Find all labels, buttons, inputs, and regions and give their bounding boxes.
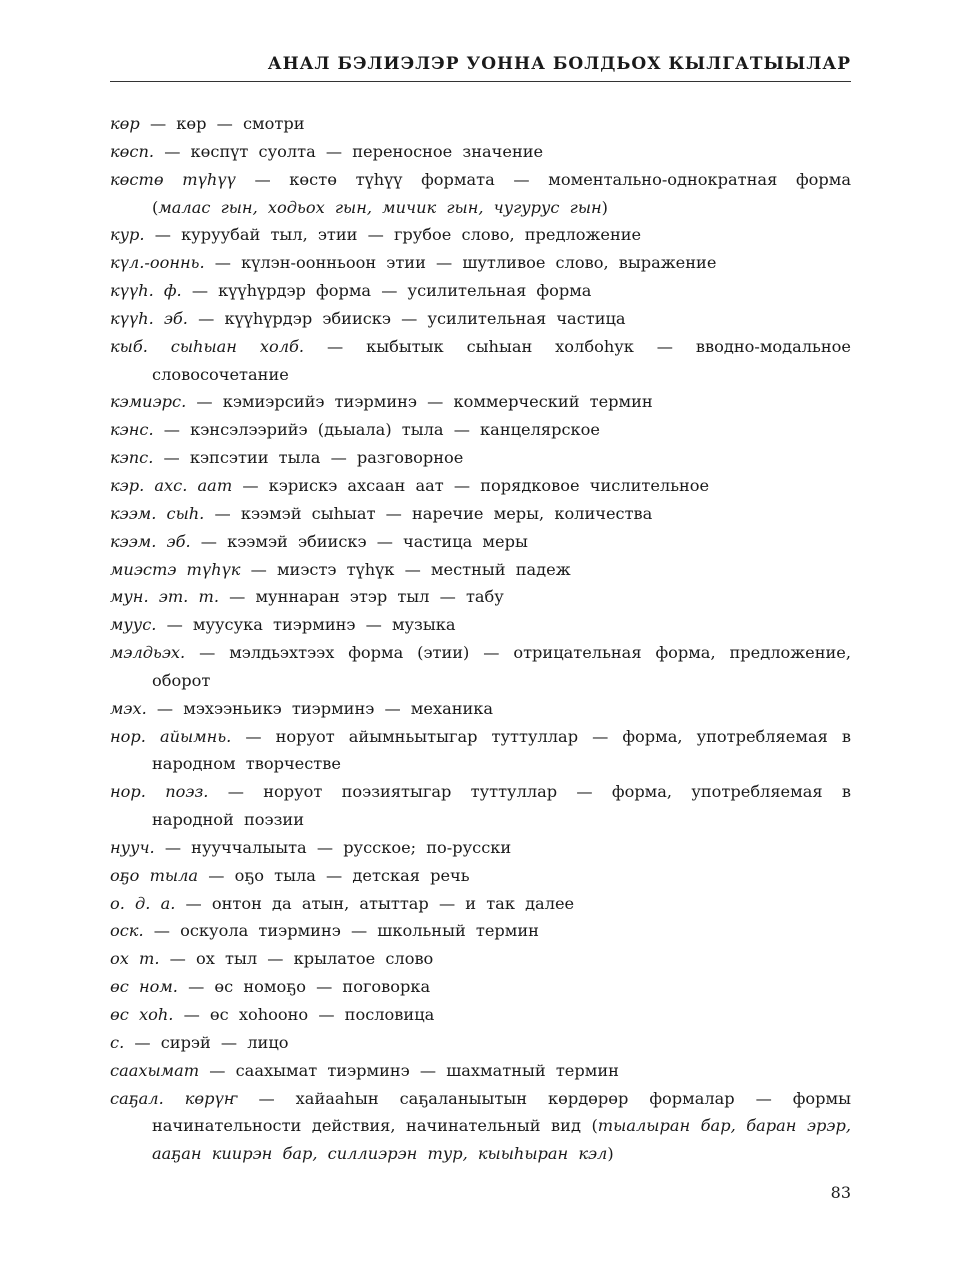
entry-abbreviation: кыб. сыһыан холб. <box>110 336 305 356</box>
list-item <box>110 333 851 389</box>
entry-definition: — куруубай тыл, этии — грубое слово, предложение <box>154 225 642 245</box>
list-item <box>110 834 851 862</box>
entry-definition: — миэстэ түһүк — местный падеж <box>250 559 571 579</box>
entry-definition: — нууччалыыта — русское; по-русски <box>164 837 512 857</box>
entry-abbreviation: мун. эт. т. <box>110 587 219 607</box>
entry-definition: — кэпсэтии тыла — разговорное <box>163 448 464 468</box>
list-item <box>110 221 851 249</box>
entry-abbreviation: кээм. эб. <box>110 531 191 551</box>
entry-abbreviation: күл.-ооннь. <box>110 253 205 273</box>
entry-definition: — ох тыл — крылатое слово <box>169 949 434 969</box>
entry-abbreviation: көр <box>110 114 140 133</box>
entry-abbreviation: о. д. а. <box>110 893 176 913</box>
entry-abbreviation: саахымат <box>110 1060 200 1080</box>
entry-abbreviation: өс ном. <box>110 977 178 997</box>
entry-abbreviation: нор. айымнь. <box>110 726 232 746</box>
entry-definition: — кыбытык сыһыан холбоһук — вводно-модальное словосочетание <box>152 336 851 384</box>
entry-abbreviation: кэмиэрс. <box>110 392 187 412</box>
entry-abbreviation: миэстэ түһүк <box>110 559 241 579</box>
entry-definition: — көстө түһүү формата — моментально-однократная форма ( <box>152 169 851 217</box>
entry-close-paren: ) <box>607 1144 614 1164</box>
entry-abbreviation: күүһ. эб. <box>110 308 188 328</box>
list-item <box>110 388 851 416</box>
entry-abbreviation: оск. <box>110 921 144 941</box>
list-item <box>110 1029 851 1057</box>
entry-definition: — көспүт суолта — переносное значение <box>164 141 544 161</box>
entry-abbreviation: көстө түһүү <box>110 169 236 189</box>
entry-examples: малас гын, ходьох гын, мичик гын, чугурус гын <box>158 197 602 217</box>
list-item <box>110 416 851 444</box>
page-number: 83 <box>830 1183 851 1202</box>
entry-definition: — норуот айымньытыгар туттуллар — форма, употребляемая в народном творчестве <box>152 726 851 774</box>
list-item <box>110 973 851 1001</box>
entry-definition: — өс хоһооно — пословица <box>183 1005 435 1024</box>
list-item <box>110 890 851 918</box>
abbreviation-list <box>110 110 851 1168</box>
entry-definition: — күүһүрдэр эбиискэ — усилительная частица <box>198 308 626 328</box>
list-item <box>110 1085 851 1169</box>
running-head: АНАЛ БЭЛИЭЛЭР УОННА БОЛДЬОХ КЫЛГАТЫЫЛАР <box>267 54 851 74</box>
entry-definition: — мэлдьэхтээх форма (этии) — отрицательная форма, предложение, оборот <box>152 643 851 690</box>
entry-abbreviation: мэлдьэх. <box>110 643 186 663</box>
entry-definition: — күлэн-оонньоон этии — шутливое слово, выражение <box>214 253 717 273</box>
entry-abbreviation: с. <box>110 1032 125 1052</box>
entry-abbreviation: кур. <box>110 225 145 245</box>
entry-definition: — оҕо тыла — детская речь <box>208 865 470 885</box>
entry-definition: — оскуола тиэрминэ — школьный термин <box>153 921 539 941</box>
list-item <box>110 528 851 556</box>
entry-definition: — муннаран этэр тыл — табу <box>229 587 504 607</box>
list-item <box>110 778 851 834</box>
entry-abbreviation: күүһ. ф. <box>110 281 182 301</box>
entry-abbreviation: кэпс. <box>110 448 154 468</box>
list-item <box>110 695 851 723</box>
entry-definition: — муусука тиэрминэ — музыка <box>166 615 456 635</box>
entry-abbreviation: саҕал. көрүҥ <box>110 1088 238 1108</box>
entry-definition: — хайааһын саҕаланыытын көрдөрөр формалар — формы начинательности действия, начинательный вид ( <box>152 1088 851 1136</box>
list-item <box>110 305 851 333</box>
entry-abbreviation: кэр. ахс. аат <box>110 475 233 495</box>
entry-definition: — мэхээньикэ тиэрминэ — механика <box>156 698 494 718</box>
entry-abbreviation: кэнс. <box>110 420 154 440</box>
list-item <box>110 1001 851 1029</box>
list-item <box>110 277 851 305</box>
list-item <box>110 723 851 779</box>
entry-definition: — кэнсэлээрийэ (дьыала) тыла — канцелярское <box>163 420 600 440</box>
entry-abbreviation: мэх. <box>110 698 147 718</box>
entry-abbreviation: нор. поэз. <box>110 782 209 802</box>
entry-abbreviation: оҕо тыла <box>110 865 199 885</box>
header-rule <box>110 81 851 82</box>
entry-abbreviation: нууч. <box>110 837 155 857</box>
entry-definition: — күүһүрдэр форма — усилительная форма <box>191 281 592 301</box>
entry-definition: — онтон да атын, атыттар — и так далее <box>185 893 575 913</box>
list-item <box>110 249 851 277</box>
entry-definition: — кээмэй эбиискэ — частица меры <box>200 531 528 551</box>
list-item <box>110 1057 851 1085</box>
list-item <box>110 583 851 611</box>
list-item <box>110 500 851 528</box>
list-item <box>110 945 851 973</box>
entry-abbreviation: кээм. сыһ. <box>110 503 205 523</box>
entry-definition: — кээмэй сыһыат — наречие меры, количества <box>214 503 653 523</box>
list-item <box>110 444 851 472</box>
entry-abbreviation: ох т. <box>110 949 160 969</box>
entry-definition: — кэрискэ ахсаан аат — порядковое числительное <box>242 475 710 495</box>
entry-abbreviation: өс хоһ. <box>110 1005 174 1024</box>
entry-definition: — саахымат тиэрминэ — шахматный термин <box>209 1060 619 1080</box>
list-item <box>110 917 851 945</box>
list-item <box>110 138 851 166</box>
entry-definition: — кэмиэрсийэ тиэрминэ — коммерческий термин <box>196 392 653 412</box>
list-item <box>110 110 851 138</box>
entry-definition: — көр — смотри <box>149 114 305 133</box>
entry-close-paren: ) <box>601 197 608 217</box>
list-item <box>110 862 851 890</box>
list-item <box>110 611 851 639</box>
list-item <box>110 472 851 500</box>
entry-definition: — норуот поэзиятыгар туттуллар — форма, употребляемая в народной поэзии <box>152 782 851 830</box>
list-item <box>110 639 851 695</box>
entry-definition: — өс номоҕо — поговорка <box>188 977 431 997</box>
list-item <box>110 556 851 584</box>
entry-examples: тыалыран бар, баран эрэр, ааҕан киирэн бар, силлиэрэн тур, кыыһыран кэл <box>152 1116 851 1164</box>
entry-abbreviation: муус. <box>110 615 157 635</box>
list-item <box>110 166 851 222</box>
entry-abbreviation: көсп. <box>110 141 155 161</box>
entry-definition: — сирэй — лицо <box>134 1032 289 1052</box>
